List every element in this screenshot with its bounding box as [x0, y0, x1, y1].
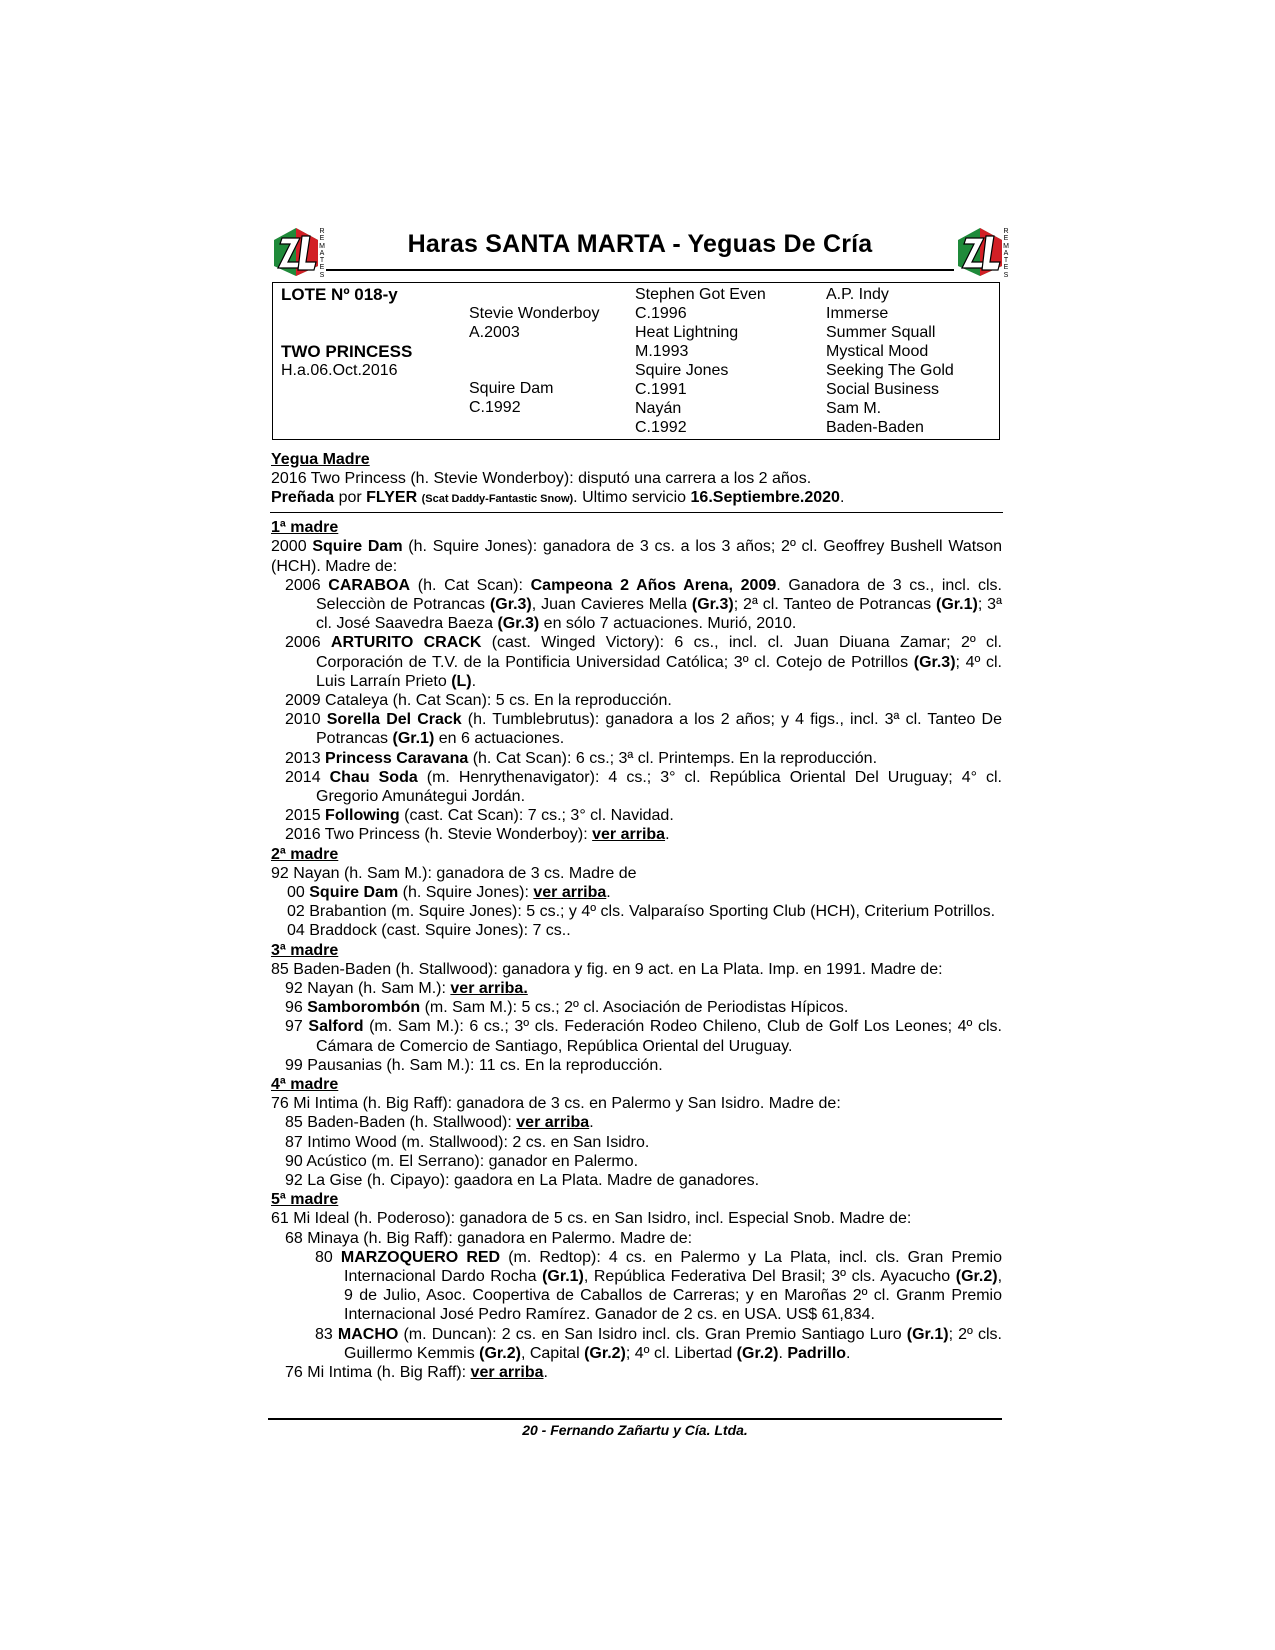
- logo-word: R E M A T E S: [319, 228, 325, 279]
- pedigree-cell: M.1993: [635, 343, 689, 360]
- sub-list-item: 83 MACHO (m. Duncan): 2 cs. en San Isidro incl. cls. Gran Premio Santiago Luro (Gr.1); 2º cls. Guillermo Kemmis (Gr.2), Capital (Gr.2); 4º cl. Libertad (Gr.2). Padrillo.: [315, 1325, 1002, 1362]
- title-rule: [326, 269, 954, 271]
- list-item: 00 Squire Dam (h. Squire Jones): ver arriba.: [287, 883, 611, 901]
- section-heading-yegua-madre: Yegua Madre: [271, 451, 370, 468]
- pedigree-cell: Sam M.: [826, 400, 882, 417]
- lot-number: LOTE Nº 018-y: [281, 285, 398, 304]
- section-heading-4a-madre: 4ª madre: [271, 1076, 339, 1093]
- dam-name: Squire Dam: [469, 380, 554, 397]
- dam-intro: 2000 Squire Dam (h. Squire Jones): ganadora de 3 cs. a los 3 años; 2º cl. Geoffrey Bushell Watson (HCH). Madre de:: [271, 538, 1002, 575]
- ver-arriba-ref: ver arriba: [592, 826, 666, 844]
- list-item: 2015 Following (cast. Cat Scan): 7 cs.; 3° cl. Navidad.: [285, 807, 674, 825]
- list-item: 02 Brabantion (m. Squire Jones): 5 cs.; y 4º cls. Valparaíso Sporting Club (HCH), Criterium Potrillos.: [287, 903, 996, 921]
- page-title: Haras SANTA MARTA - Yeguas De Cría: [407, 230, 873, 258]
- sire-info: A.2003: [469, 324, 520, 341]
- pedigree-cell: C.1992: [635, 419, 687, 436]
- pedigree-box: [272, 282, 1000, 440]
- dam-intro: 85 Baden-Baden (h. Stallwood): ganadora y fig. en 9 act. en La Plata. Imp. en 1991. Madre de:: [271, 960, 943, 978]
- pedigree-cell: A.P. Indy: [826, 286, 889, 303]
- pedigree-cell: C.1996: [635, 305, 687, 322]
- section-divider: [270, 512, 1003, 514]
- sub-list-item: 80 MARZOQUERO RED (m. Redtop): 4 cs. en Palermo y La Plata, incl. cls. Gran Premio Internacional Dardo Rocha (Gr.1), República Federativa Del Brasil; 3º cls. Ayacucho (Gr.2), 9 de Julio, Asoc. Coopertiva de Caballos de Carreras; y en Maroñas 2º cl. Granm Premio Internacional José Pedro Ramírez. Ganador de 2 cs. en USA. US$ 61,834.: [315, 1248, 1003, 1324]
- list-item: 99 Pausanias (h. Sam M.): 11 cs. En la reproducción.: [285, 1056, 663, 1074]
- prenada-line: Preñada por FLYER (Scat Daddy-Fantastic Snow). Ultimo servicio 16.Septiembre.2020.: [271, 489, 845, 507]
- pedigree-cell: Baden-Baden: [826, 419, 924, 436]
- list-item: 2016 Two Princess (h. Stevie Wonderboy): ver arriba.: [285, 826, 670, 844]
- pedigree-cell: Summer Squall: [826, 324, 936, 341]
- list-item: 87 Intimo Wood (m. Stallwood): 2 cs. en San Isidro.: [285, 1133, 650, 1151]
- section-heading-3a-madre: 3ª madre: [271, 941, 339, 959]
- ver-arriba-ref: ver arriba: [533, 883, 607, 901]
- horse-name: TWO PRINCESS: [281, 342, 413, 361]
- dam-intro: 76 Mi Intima (h. Big Raff): ganadora de 3 cs. en Palermo y San Isidro. Madre de:: [271, 1095, 841, 1113]
- pedigree-cell: Heat Lightning: [635, 324, 739, 341]
- pedigree-cell: Mystical Mood: [826, 343, 929, 360]
- list-item: 92 La Gise (h. Cipayo): gaadora en La Plata. Madre de ganadores.: [285, 1172, 760, 1190]
- section-heading-5a-madre: 5ª madre: [271, 1191, 339, 1209]
- list-item: 92 Nayan (h. Sam M.): ver arriba.: [285, 979, 528, 997]
- pedigree-cell: Social Business: [826, 381, 939, 398]
- pedigree-cell: Nayán: [635, 400, 682, 417]
- list-item: 97 Salford (m. Sam M.): 6 cs.; 3º cls. Federación Rodeo Chileno, Club de Golf Los Leones; 4º cls. Cámara de Comercio de Santiago, República Oriental del Uruguay.: [285, 1018, 1002, 1055]
- section-heading-2a-madre: 2ª madre: [271, 845, 339, 863]
- pedigree-cell: Immerse: [826, 305, 889, 322]
- pedigree-cell: Seeking The Gold: [826, 362, 954, 379]
- list-item: 2014 Chau Soda (m. Henrythenavigator): 4 cs.; 3° cl. República Oriental Del Uruguay; 4° cl. Gregorio Amunátegui Jordán.: [285, 768, 1003, 805]
- pedigree-cell: Squire Jones: [635, 362, 729, 379]
- birth-info: H.a.06.Oct.2016: [281, 362, 398, 379]
- ver-arriba-ref: ver arriba: [470, 1364, 544, 1382]
- page-footer: 20 - Fernando Zañartu y Cía. Ltda.: [522, 1422, 748, 1438]
- list-item: 2006 CARABOA (h. Cat Scan): Campeona 2 Años Arena, 2009. Ganadora de 3 cs., incl. cls. Selecciòn de Potrancas (Gr.3), Juan Cavieres Mella (Gr.3); 2ª cl. Tanteo de Potrancas (Gr.1); 3ª cl. José Saavedra Baeza (Gr.3) en sólo 7 actuaciones. Murió, 2010.: [285, 576, 1003, 633]
- list-item: 90 Acústico (m. El Serrano): ganador en Palermo.: [285, 1152, 639, 1170]
- list-item: 04 Braddock (cast. Squire Jones): 7 cs..: [287, 922, 571, 940]
- dam-intro: 61 Mi Ideal (h. Poderoso): ganadora de 5 cs. en San Isidro, incl. Especial Snob. Madre de:: [271, 1210, 912, 1228]
- ver-arriba-ref: ver arriba: [516, 1114, 590, 1132]
- pedigree-notes: [271, 450, 1002, 1382]
- list-item: 2010 Sorella Del Crack (h. Tumblebrutus): ganadora a los 2 años; y 4 figs., incl. 3ª cl. Tanteo De Potrancas (Gr.1) en 6 actuaciones.: [285, 711, 1002, 748]
- yegua-madre-line: 2016 Two Princess (h. Stevie Wonderboy): disputó una carrera a los 2 años.: [271, 470, 812, 488]
- list-item: 68 Minaya (h. Big Raff): ganadora en Palermo. Madre de:: [285, 1229, 693, 1247]
- sire-name: Stevie Wonderboy: [469, 305, 600, 322]
- section-heading-1a-madre: 1ª madre: [271, 519, 339, 537]
- list-item: 76 Mi Intima (h. Big Raff): ver arriba.: [285, 1364, 548, 1382]
- list-item: 96 Samborombón (m. Sam M.): 5 cs.; 2º cl. Asociación de Periodistas Hípicos.: [285, 999, 849, 1017]
- footer-rule: [268, 1418, 1002, 1420]
- zl-remates-logo: [270, 226, 322, 278]
- pedigree-cell: C.1991: [635, 381, 687, 398]
- list-item: 2009 Cataleya (h. Cat Scan): 5 cs. En la reproducción.: [285, 691, 672, 709]
- dam-info: C.1992: [469, 399, 521, 416]
- dam-intro: 92 Nayan (h. Sam M.): ganadora de 3 cs. Madre de: [271, 864, 637, 882]
- pedigree-cell: Stephen Got Even: [635, 286, 766, 303]
- list-item: 85 Baden-Baden (h. Stallwood): ver arriba.: [285, 1114, 594, 1132]
- list-item: 2006 ARTURITO CRACK (cast. Winged Victory): 6 cs., incl. cl. Juan Diuana Zamar; 2º cl. Corporación de T.V. de la Pontificia Universidad Católica; 3º cl. Cotejo de Potrillos (Gr.3); 4º cl. Luis Larraín Prieto (L).: [285, 634, 1003, 690]
- zl-remates-logo: [954, 226, 1006, 278]
- logo-word: R E M A T E S: [1003, 228, 1009, 279]
- list-item: 2013 Princess Caravana (h. Cat Scan): 6 cs.; 3ª cl. Printemps. En la reproducción.: [285, 749, 878, 767]
- ver-arriba-ref: ver arriba.: [450, 979, 528, 997]
